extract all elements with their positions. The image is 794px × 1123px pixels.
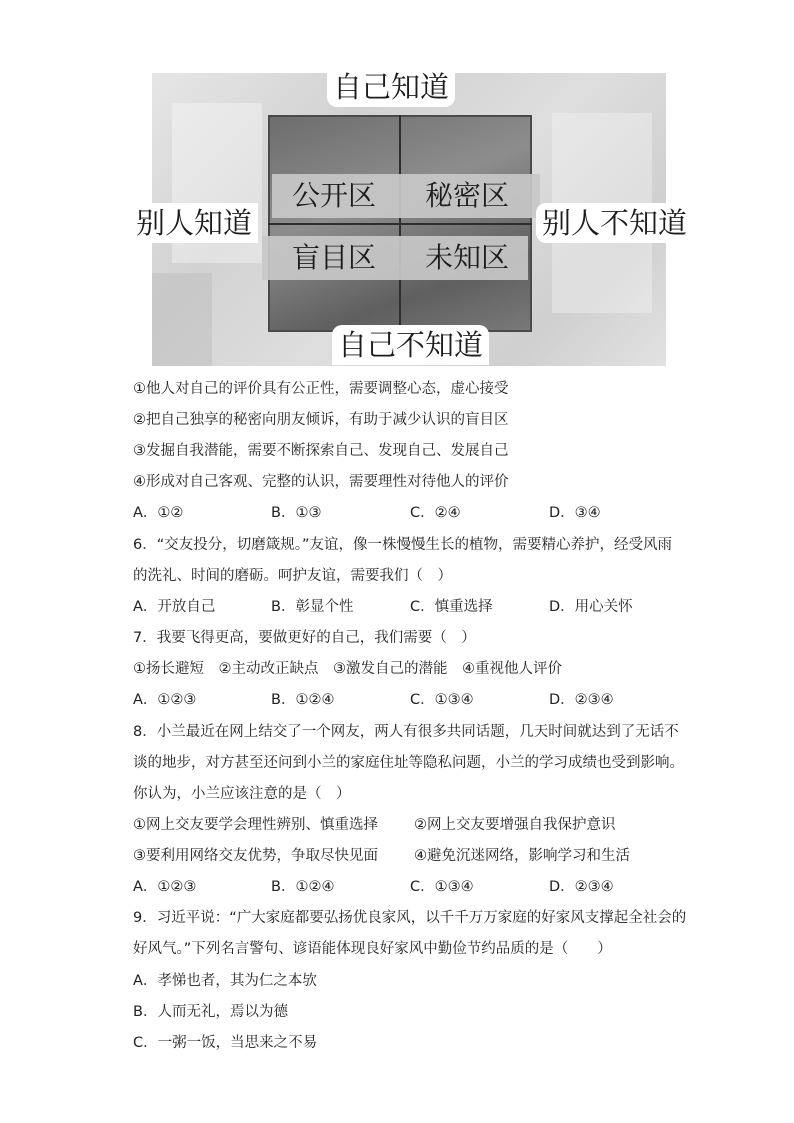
label-self-doesnt-know: 自己不知道 xyxy=(332,325,489,365)
q6-option-b[interactable]: B．彰显个性 xyxy=(271,599,354,615)
quadrant-unknown: 未知区 xyxy=(425,241,510,274)
q5-statement-1: ①他人对自己的评价具有公正性，需要调整心态，虚心接受 xyxy=(133,381,509,397)
q5-statement-4: ④形成对自己客观、完整的认识，需要理性对待他人的评价 xyxy=(133,474,509,490)
label-self-knows: 自己知道 xyxy=(327,67,455,107)
q5-statement-3: ③发掘自我潜能，需要不断探索自己、发现自己、发展自己 xyxy=(133,443,509,459)
q8-option-b[interactable]: B．①②④ xyxy=(271,879,335,895)
label-others-know: 别人知道 xyxy=(130,203,258,243)
q8-statement-4: ④避免沉迷网络，影响学习和生活 xyxy=(414,848,630,864)
q9-stem-line-1: 9．习近平说：“广大家庭都要弘扬优良家风，以千千万万家庭的好家风支撑起全社会的 xyxy=(133,910,687,926)
divider-horizontal xyxy=(268,223,532,225)
q7-statements: ①扬长避短 ②主动改正缺点 ③激发自己的潜能 ④重视他人评价 xyxy=(133,661,562,677)
q5-option-a[interactable]: A．①② xyxy=(133,505,184,521)
q8-statement-1: ①网上交友要学会理性辨别、慎重选择 xyxy=(133,817,378,833)
q8-option-d[interactable]: D．②③④ xyxy=(549,879,614,895)
q7-option-d[interactable]: D．②③④ xyxy=(549,692,614,708)
q7-option-b[interactable]: B．①②④ xyxy=(271,692,335,708)
q6-stem-line-1: 6．“交友投分，切磨箴规。”友谊，像一株慢慢生长的植物，需要精心养护，经受风雨 xyxy=(133,537,672,553)
window-panel xyxy=(268,115,532,332)
q5-statement-2: ②把自己独享的秘密向朋友倾诉，有助于减少认识的盲目区 xyxy=(133,412,509,428)
quadrant-band-bottom xyxy=(262,236,528,280)
quadrant-hidden: 秘密区 xyxy=(425,179,510,212)
q9-option-c[interactable]: C．一粥一饭，当思来之不易 xyxy=(133,1035,318,1051)
johari-window-figure xyxy=(136,70,688,366)
q7-option-a[interactable]: A．①②③ xyxy=(133,692,197,708)
quadrant-band-top xyxy=(272,174,540,218)
q9-option-b[interactable]: B．人而无礼，焉以为德 xyxy=(133,1004,288,1020)
q8-stem-line-2: 谈的地步，对方甚至还问到小兰的家庭住址等隐私问题，小兰的学习成绩也受到影响。 xyxy=(133,755,684,771)
q9-stem-line-2: 好风气。”下列名言警句、谚语能体现良好家风中勤俭节约品质的是（ ） xyxy=(133,941,612,957)
q8-option-c[interactable]: C．①③④ xyxy=(410,879,474,895)
q7-stem: 7．我要飞得更高，要做更好的自己，我们需要（ ） xyxy=(133,630,476,646)
q8-statement-3: ③要利用网络交友优势，争取尽快见面 xyxy=(133,848,378,864)
q8-stem-line-1: 8．小兰最近在网上结交了一个网友，两人有很多共同话题，几天时间就达到了无话不 xyxy=(133,724,679,740)
q6-stem-line-2: 的洗礼、时间的磨砺。呵护友谊，需要我们（ ） xyxy=(133,568,452,584)
q6-option-c[interactable]: C．慎重选择 xyxy=(410,599,493,615)
q9-option-a[interactable]: A．孝悌也者，其为仁之本欤 xyxy=(133,973,317,989)
label-others-dont-know: 别人不知道 xyxy=(536,203,693,243)
q8-option-a[interactable]: A．①②③ xyxy=(133,879,197,895)
quadrant-open: 公开区 xyxy=(292,179,377,212)
q7-option-c[interactable]: C．①③④ xyxy=(410,692,474,708)
quadrant-blind: 盲目区 xyxy=(292,241,377,274)
background-texture xyxy=(152,273,212,366)
q8-stem-line-3: 你认为，小兰应该注意的是（ ） xyxy=(133,786,351,802)
q5-option-d[interactable]: D．③④ xyxy=(549,505,601,521)
q6-option-a[interactable]: A．开放自己 xyxy=(133,599,216,615)
q8-statement-2: ②网上交友要增强自我保护意识 xyxy=(414,817,616,833)
q5-option-b[interactable]: B．①③ xyxy=(271,505,322,521)
q5-option-c[interactable]: C．②④ xyxy=(410,505,461,521)
q6-option-d[interactable]: D．用心关怀 xyxy=(549,599,633,615)
